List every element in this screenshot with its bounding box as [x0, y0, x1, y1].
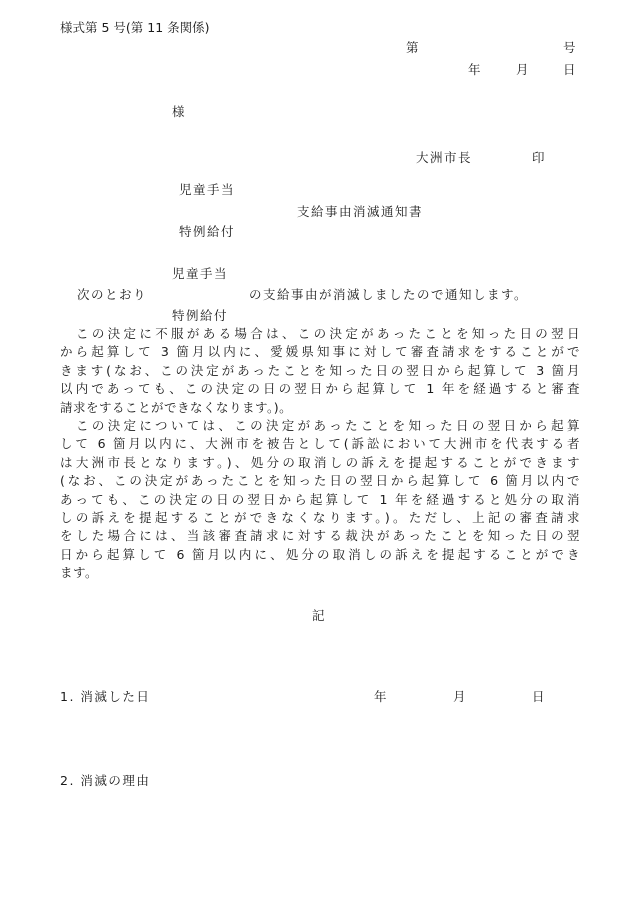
date-year: 年 [468, 62, 481, 77]
item-extinction-date-label: 1. 消滅した日 [60, 689, 151, 704]
notice-option-special-benefit: 特例給付 [172, 308, 229, 323]
paragraph-line: しの訴えを提起することができなくなります。)。ただし、上記の審査請求 [60, 509, 580, 525]
item-extinction-date-year: 年 [374, 689, 387, 704]
date-day: 日 [563, 62, 576, 77]
document-number-suffix: 号 [563, 40, 576, 55]
paragraph-line: きます(なお、この決定があったことを知った日の翌日から起算して 3 箇月 [60, 362, 580, 378]
item-extinction-date-day: 日 [532, 689, 545, 704]
paragraph-line: をした場合には、当該審査請求に対する裁決があったことを知った日の翌 [60, 528, 580, 544]
addressee-suffix: 様 [172, 104, 185, 119]
record-heading: 記 [312, 608, 325, 623]
notice-prefix: 次のとおり [77, 287, 148, 302]
item-extinction-reason-label: 2. 消滅の理由 [60, 773, 151, 788]
form-number-label: 様式第 5 号(第 11 条関係) [60, 20, 210, 35]
title-option-special-benefit: 特例給付 [179, 224, 236, 239]
paragraph-line: は大洲市長となります。)、処分の取消しの訴えを提起することができます [60, 454, 580, 470]
document-title: 支給事由消滅通知書 [297, 204, 424, 219]
notice-suffix: の支給事由が消滅しましたので通知します。 [249, 287, 529, 302]
item-extinction-date-month: 月 [453, 689, 466, 704]
lawsuit-paragraph [60, 417, 580, 583]
date-month: 月 [516, 62, 529, 77]
document-number-prefix: 第 [406, 40, 419, 55]
paragraph-line: から起算して 3 箇月以内に、愛媛県知事に対して審査請求をすることがで [60, 344, 580, 360]
paragraph-line: 以内であっても、この決定の日の翌日から起算して 1 年を経過すると審査 [60, 381, 580, 397]
paragraph-line: この決定については、この決定があったことを知った日の翌日から起算 [76, 418, 580, 433]
paragraph-line: して 6 箇月以内に、大洲市を被告として(訴訟において大洲市を代表する者 [60, 436, 580, 452]
paragraph-line: この決定に不服がある場合は、この決定があったことを知った日の翌日 [76, 326, 580, 341]
paragraph-line: 日から起算して 6 箇月以内に、処分の取消しの訴えを提起することができ [60, 546, 580, 562]
notice-option-child-allowance: 児童手当 [172, 266, 229, 281]
issuer-name: 大洲市長 [416, 150, 473, 165]
seal-mark: 印 [532, 150, 545, 165]
paragraph-line: ます。 [60, 565, 99, 581]
paragraph-line: 請求をすることができなくなります。)。 [60, 399, 293, 415]
title-option-child-allowance: 児童手当 [179, 182, 236, 197]
appeal-paragraph [60, 325, 580, 417]
paragraph-line: (なお、この決定があったことを知った日の翌日から起算して 6 箇月以内で [60, 473, 580, 489]
paragraph-line: あっても、この決定の日の翌日から起算して 1 年を経過すると処分の取消 [60, 491, 580, 507]
